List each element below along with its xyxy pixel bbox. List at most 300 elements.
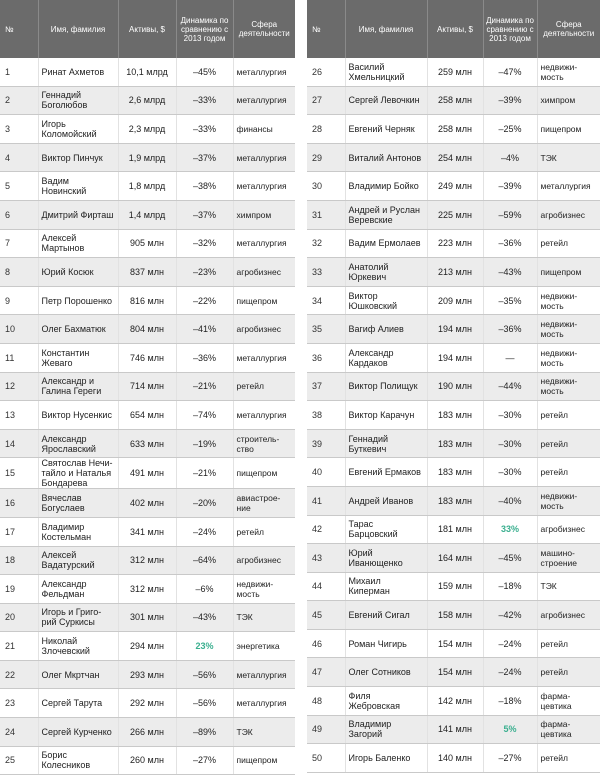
- sector-value: ТЭК: [233, 718, 295, 747]
- person-name: Алексей Вадатурский: [38, 546, 118, 575]
- person-name: Олег Сотников: [345, 658, 427, 687]
- person-name: Сергей Тарута: [38, 689, 118, 718]
- rank-number: 14: [0, 429, 38, 458]
- assets-value: 225 млн: [427, 200, 483, 229]
- assets-value: 1,4 млрд: [118, 200, 176, 229]
- sector-value: ТЭК: [537, 143, 600, 172]
- dynamics-value: –74%: [176, 401, 233, 430]
- sector-value: ретейл: [233, 517, 295, 546]
- sector-value: финансы: [233, 115, 295, 144]
- person-name: Игорь Коломойский: [38, 115, 118, 144]
- rank-number: 12: [0, 372, 38, 401]
- dynamics-value: –56%: [176, 660, 233, 689]
- person-name: Владимир Бойко: [345, 172, 427, 201]
- person-name: Олег Бахматюк: [38, 315, 118, 344]
- rank-number: 46: [307, 629, 345, 658]
- rank-number: 10: [0, 315, 38, 344]
- assets-value: 154 млн: [427, 629, 483, 658]
- person-name: Геннадий Буткевич: [345, 429, 427, 458]
- rank-number: 29: [307, 143, 345, 172]
- person-name: Борис Колесников: [38, 746, 118, 775]
- person-name: Сергей Левочкин: [345, 86, 427, 115]
- assets-value: 746 млн: [118, 343, 176, 372]
- dynamics-value: –30%: [483, 458, 537, 487]
- assets-value: 259 млн: [427, 58, 483, 86]
- dynamics-value: –43%: [483, 258, 537, 287]
- table-row: [0, 115, 295, 144]
- dynamics-value: –21%: [176, 372, 233, 401]
- header-assets: Активы, $: [427, 0, 483, 58]
- rank-number: 26: [307, 58, 345, 86]
- sector-value: пищепром: [537, 115, 600, 144]
- dynamics-value: –18%: [483, 572, 537, 601]
- sector-value: фарма-цевтика: [537, 687, 600, 716]
- rank-number: 49: [307, 715, 345, 744]
- sector-value: пищепром: [233, 286, 295, 315]
- assets-value: 258 млн: [427, 115, 483, 144]
- person-name: Святослав Нечи-тайло и Наталья Бондарева: [38, 458, 118, 489]
- person-name: Вадим Ермолаев: [345, 229, 427, 258]
- dynamics-value: –45%: [483, 544, 537, 573]
- sector-value: ретейл: [233, 372, 295, 401]
- header-dynamics: Динамика по сравнению с 2013 годом: [176, 0, 233, 58]
- person-name: Тарас Барцовский: [345, 515, 427, 544]
- dynamics-value: –56%: [176, 689, 233, 718]
- rank-number: 27: [307, 86, 345, 115]
- rank-number: 38: [307, 401, 345, 430]
- table-row: [0, 229, 295, 258]
- table-row: [307, 544, 600, 573]
- person-name: Сергей Курченко: [38, 718, 118, 747]
- person-name: Дмитрий Фирташ: [38, 200, 118, 229]
- assets-value: 154 млн: [427, 658, 483, 687]
- table-row: [307, 315, 600, 344]
- dynamics-value: –24%: [483, 629, 537, 658]
- dynamics-value: –30%: [483, 401, 537, 430]
- assets-value: 260 млн: [118, 746, 176, 775]
- assets-value: 183 млн: [427, 458, 483, 487]
- dynamics-value: –42%: [483, 601, 537, 630]
- rank-number: 6: [0, 200, 38, 229]
- sector-value: металлургия: [233, 229, 295, 258]
- ranking-table-left: [0, 0, 295, 775]
- assets-value: 714 млн: [118, 372, 176, 401]
- table-row: [307, 515, 600, 544]
- dynamics-value: –25%: [483, 115, 537, 144]
- dynamics-value: —: [483, 343, 537, 372]
- table-header-row: [307, 0, 600, 58]
- assets-value: 312 млн: [118, 575, 176, 604]
- dynamics-value: –24%: [483, 658, 537, 687]
- table-row: [0, 401, 295, 430]
- assets-value: 183 млн: [427, 401, 483, 430]
- rank-number: 43: [307, 544, 345, 573]
- assets-value: 292 млн: [118, 689, 176, 718]
- sector-value: химпром: [233, 200, 295, 229]
- header-sector: Сфера деятельности: [537, 0, 600, 58]
- rank-number: 28: [307, 115, 345, 144]
- dynamics-value: –64%: [176, 546, 233, 575]
- assets-value: 190 млн: [427, 372, 483, 401]
- rank-number: 47: [307, 658, 345, 687]
- rank-number: 30: [307, 172, 345, 201]
- assets-value: 654 млн: [118, 401, 176, 430]
- dynamics-value: –19%: [176, 429, 233, 458]
- table-row: [307, 143, 600, 172]
- person-name: Владимир Костельман: [38, 517, 118, 546]
- dynamics-value: 33%: [483, 515, 537, 544]
- table-row: [0, 86, 295, 115]
- table-row: [0, 489, 295, 518]
- ranking-table-right: [307, 0, 600, 773]
- rank-number: 35: [307, 315, 345, 344]
- rank-number: 36: [307, 343, 345, 372]
- rank-number: 22: [0, 660, 38, 689]
- table-row: [0, 746, 295, 775]
- table-row: [307, 229, 600, 258]
- person-name: Виктор Нусенкис: [38, 401, 118, 430]
- assets-value: 249 млн: [427, 172, 483, 201]
- dynamics-value: –40%: [483, 486, 537, 515]
- sector-value: агробизнес: [537, 515, 600, 544]
- assets-value: 2,3 млрд: [118, 115, 176, 144]
- person-name: Геннадий Боголюбов: [38, 86, 118, 115]
- table-header-row: [0, 0, 295, 58]
- table-row: [307, 486, 600, 515]
- rank-number: 20: [0, 603, 38, 632]
- assets-value: 183 млн: [427, 486, 483, 515]
- rank-number: 32: [307, 229, 345, 258]
- rank-number: 48: [307, 687, 345, 716]
- rank-number: 2: [0, 86, 38, 115]
- table-row: [307, 429, 600, 458]
- dynamics-value: –20%: [176, 489, 233, 518]
- person-name: Михаил Киперман: [345, 572, 427, 601]
- assets-value: 341 млн: [118, 517, 176, 546]
- sector-value: недвижи-мость: [537, 286, 600, 315]
- assets-value: 141 млн: [427, 715, 483, 744]
- sector-value: металлургия: [233, 143, 295, 172]
- dynamics-value: –4%: [483, 143, 537, 172]
- table-row: [307, 258, 600, 287]
- person-name: Константин Жеваго: [38, 343, 118, 372]
- assets-value: 223 млн: [427, 229, 483, 258]
- dynamics-value: –35%: [483, 286, 537, 315]
- dynamics-value: –38%: [176, 172, 233, 201]
- sector-value: авиастрое-ние: [233, 489, 295, 518]
- sector-value: агробизнес: [537, 200, 600, 229]
- person-name: Евгений Ермаков: [345, 458, 427, 487]
- sector-value: металлургия: [233, 401, 295, 430]
- dynamics-value: –45%: [176, 58, 233, 86]
- assets-value: 158 млн: [427, 601, 483, 630]
- assets-value: 266 млн: [118, 718, 176, 747]
- sector-value: металлургия: [233, 58, 295, 86]
- assets-value: 140 млн: [427, 744, 483, 773]
- sector-value: металлургия: [233, 86, 295, 115]
- sector-value: пищепром: [537, 258, 600, 287]
- dynamics-value: –18%: [483, 687, 537, 716]
- person-name: Вагиф Алиев: [345, 315, 427, 344]
- rank-number: 33: [307, 258, 345, 287]
- sector-value: металлургия: [233, 343, 295, 372]
- table-row: [0, 258, 295, 287]
- rank-number: 8: [0, 258, 38, 287]
- person-name: Вячеслав Богуслаев: [38, 489, 118, 518]
- header-num: №: [0, 0, 38, 58]
- rank-number: 11: [0, 343, 38, 372]
- dynamics-value: –44%: [483, 372, 537, 401]
- assets-value: 633 млн: [118, 429, 176, 458]
- rank-number: 34: [307, 286, 345, 315]
- table-row: [0, 172, 295, 201]
- assets-value: 142 млн: [427, 687, 483, 716]
- rank-number: 25: [0, 746, 38, 775]
- rank-number: 21: [0, 632, 38, 661]
- person-name: Ринат Ахметов: [38, 58, 118, 86]
- assets-value: 1,9 млрд: [118, 143, 176, 172]
- dynamics-value: –6%: [176, 575, 233, 604]
- rank-number: 17: [0, 517, 38, 546]
- assets-value: 254 млн: [427, 143, 483, 172]
- table-row: [307, 372, 600, 401]
- assets-value: 294 млн: [118, 632, 176, 661]
- dynamics-value: –23%: [176, 258, 233, 287]
- table-row: [0, 632, 295, 661]
- assets-value: 1,8 млрд: [118, 172, 176, 201]
- table-row: [0, 429, 295, 458]
- dynamics-value: –36%: [176, 343, 233, 372]
- assets-value: 209 млн: [427, 286, 483, 315]
- sector-value: машино-строение: [537, 544, 600, 573]
- table-row: [0, 689, 295, 718]
- dynamics-value: –21%: [176, 458, 233, 489]
- person-name: Алексей Мартынов: [38, 229, 118, 258]
- dynamics-value: –33%: [176, 86, 233, 115]
- dynamics-value: –47%: [483, 58, 537, 86]
- rank-number: 31: [307, 200, 345, 229]
- rank-number: 45: [307, 601, 345, 630]
- rank-number: 15: [0, 458, 38, 489]
- table-row: [0, 458, 295, 489]
- person-name: Александр и Галина Гереги: [38, 372, 118, 401]
- person-name: Владимир Загорий: [345, 715, 427, 744]
- table-row: [0, 517, 295, 546]
- table-row: [0, 603, 295, 632]
- header-assets: Активы, $: [118, 0, 176, 58]
- header-name: Имя, фамилия: [38, 0, 118, 58]
- assets-value: 194 млн: [427, 315, 483, 344]
- person-name: Виктор Юшковский: [345, 286, 427, 315]
- table-row: [307, 458, 600, 487]
- dynamics-value: –59%: [483, 200, 537, 229]
- table-row: [0, 143, 295, 172]
- dynamics-value: –27%: [176, 746, 233, 775]
- table-row: [307, 343, 600, 372]
- rank-number: 4: [0, 143, 38, 172]
- dynamics-value: –30%: [483, 429, 537, 458]
- assets-value: 816 млн: [118, 286, 176, 315]
- person-name: Юрий Иванющенко: [345, 544, 427, 573]
- table-row: [307, 715, 600, 744]
- table-row: [307, 601, 600, 630]
- person-name: Олег Мкртчан: [38, 660, 118, 689]
- table-row: [307, 658, 600, 687]
- person-name: Александр Кардаков: [345, 343, 427, 372]
- sector-value: ретейл: [537, 401, 600, 430]
- table-row: [0, 343, 295, 372]
- sector-value: металлургия: [233, 660, 295, 689]
- rank-number: 13: [0, 401, 38, 430]
- person-name: Филя Жебровская: [345, 687, 427, 716]
- dynamics-value: 23%: [176, 632, 233, 661]
- person-name: Виталий Антонов: [345, 143, 427, 172]
- person-name: Игорь Баленко: [345, 744, 427, 773]
- person-name: Роман Чигирь: [345, 629, 427, 658]
- header-name: Имя, фамилия: [345, 0, 427, 58]
- rank-number: 37: [307, 372, 345, 401]
- rank-number: 41: [307, 486, 345, 515]
- sector-value: ретейл: [537, 658, 600, 687]
- sector-value: ТЭК: [233, 603, 295, 632]
- table-row: [307, 744, 600, 773]
- rank-number: 23: [0, 689, 38, 718]
- table-row: [307, 401, 600, 430]
- sector-value: агробизнес: [233, 258, 295, 287]
- sector-value: недвижи-мость: [233, 575, 295, 604]
- rank-number: 40: [307, 458, 345, 487]
- sector-value: недвижи-мость: [537, 343, 600, 372]
- table-row: [307, 286, 600, 315]
- assets-value: 402 млн: [118, 489, 176, 518]
- sector-value: ретейл: [537, 429, 600, 458]
- sector-value: ТЭК: [537, 572, 600, 601]
- dynamics-value: –37%: [176, 200, 233, 229]
- sector-value: химпром: [537, 86, 600, 115]
- person-name: Николай Злочевский: [38, 632, 118, 661]
- person-name: Александр Ярославский: [38, 429, 118, 458]
- rank-number: 16: [0, 489, 38, 518]
- sector-value: недвижи-мость: [537, 372, 600, 401]
- sector-value: недвижи-мость: [537, 315, 600, 344]
- dynamics-value: –89%: [176, 718, 233, 747]
- dynamics-value: –41%: [176, 315, 233, 344]
- person-name: Василий Хмельницкий: [345, 58, 427, 86]
- table-row: [307, 115, 600, 144]
- assets-value: 804 млн: [118, 315, 176, 344]
- dynamics-value: –24%: [176, 517, 233, 546]
- assets-value: 2,6 млрд: [118, 86, 176, 115]
- rank-number: 9: [0, 286, 38, 315]
- dynamics-value: –36%: [483, 315, 537, 344]
- assets-value: 301 млн: [118, 603, 176, 632]
- assets-value: 159 млн: [427, 572, 483, 601]
- table-row: [307, 86, 600, 115]
- rank-number: 42: [307, 515, 345, 544]
- table-row: [307, 572, 600, 601]
- dynamics-value: 5%: [483, 715, 537, 744]
- table-row: [0, 660, 295, 689]
- rank-number: 19: [0, 575, 38, 604]
- sector-value: ретейл: [537, 744, 600, 773]
- person-name: Анатолий Юркевич: [345, 258, 427, 287]
- person-name: Петр Порошенко: [38, 286, 118, 315]
- table-row: [307, 172, 600, 201]
- assets-value: 10,1 млрд: [118, 58, 176, 86]
- sector-value: строитель-ство: [233, 429, 295, 458]
- assets-value: 181 млн: [427, 515, 483, 544]
- sector-value: ретейл: [537, 629, 600, 658]
- assets-value: 164 млн: [427, 544, 483, 573]
- rank-number: 5: [0, 172, 38, 201]
- sector-value: энергетика: [233, 632, 295, 661]
- table-row: [0, 546, 295, 575]
- ranking-body-right: [307, 58, 600, 772]
- assets-value: 183 млн: [427, 429, 483, 458]
- dynamics-value: –43%: [176, 603, 233, 632]
- rank-number: 7: [0, 229, 38, 258]
- person-name: Евгений Черняк: [345, 115, 427, 144]
- person-name: Андрей Иванов: [345, 486, 427, 515]
- header-dynamics: Динамика по сравнению с 2013 годом: [483, 0, 537, 58]
- person-name: Вадим Новинский: [38, 172, 118, 201]
- table-row: [307, 629, 600, 658]
- dynamics-value: –27%: [483, 744, 537, 773]
- table-row: [0, 58, 295, 86]
- person-name: Игорь и Григо-рий Суркисы: [38, 603, 118, 632]
- table-row: [0, 315, 295, 344]
- dynamics-value: –32%: [176, 229, 233, 258]
- person-name: Виктор Полищук: [345, 372, 427, 401]
- dynamics-value: –39%: [483, 86, 537, 115]
- assets-value: 213 млн: [427, 258, 483, 287]
- person-name: Андрей и Руслан Веревские: [345, 200, 427, 229]
- table-row: [0, 200, 295, 229]
- assets-value: 491 млн: [118, 458, 176, 489]
- rank-number: 24: [0, 718, 38, 747]
- assets-value: 194 млн: [427, 343, 483, 372]
- sector-value: металлургия: [537, 172, 600, 201]
- sector-value: фарма-цевтика: [537, 715, 600, 744]
- sector-value: пищепром: [233, 746, 295, 775]
- header-sector: Сфера деятельности: [233, 0, 295, 58]
- header-num: №: [307, 0, 345, 58]
- dynamics-value: –39%: [483, 172, 537, 201]
- ranking-body-left: [0, 58, 295, 775]
- dynamics-value: –36%: [483, 229, 537, 258]
- assets-value: 258 млн: [427, 86, 483, 115]
- dynamics-value: –37%: [176, 143, 233, 172]
- sector-value: металлургия: [233, 689, 295, 718]
- assets-value: 905 млн: [118, 229, 176, 258]
- table-row: [307, 687, 600, 716]
- table-row: [307, 200, 600, 229]
- person-name: Виктор Карачун: [345, 401, 427, 430]
- assets-value: 312 млн: [118, 546, 176, 575]
- table-row: [0, 718, 295, 747]
- person-name: Александр Фельдман: [38, 575, 118, 604]
- dynamics-value: –22%: [176, 286, 233, 315]
- table-row: [0, 286, 295, 315]
- table-row: [0, 372, 295, 401]
- sector-value: пищепром: [233, 458, 295, 489]
- rank-number: 50: [307, 744, 345, 773]
- assets-value: 293 млн: [118, 660, 176, 689]
- table-row: [307, 58, 600, 86]
- sector-value: ретейл: [537, 229, 600, 258]
- person-name: Евгений Сигал: [345, 601, 427, 630]
- sector-value: металлургия: [233, 172, 295, 201]
